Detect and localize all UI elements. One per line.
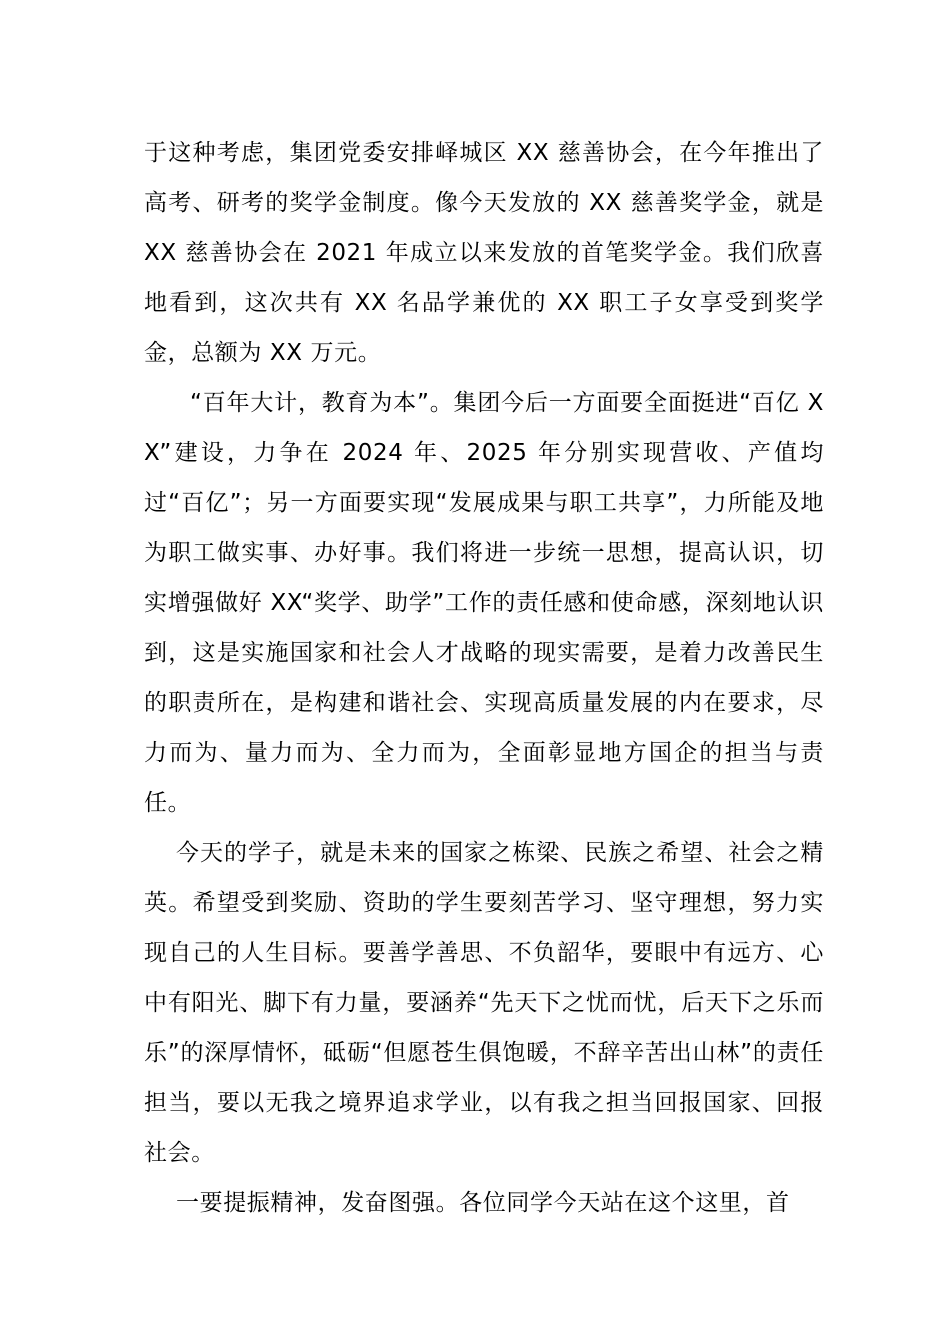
paragraph-2: “百年大计，教育为本”。集团今后一方面要全面挺进“百亿 XX”建设，力争在 2024 年、2025 年分别实现营收、产值均过“百亿”；另一方面要实现“发展成果与职工共享”，力所能及地为职工做实事、办好事。我们将进一步统一思想，提高认识，切实增强做好 XX“奖学、助学”工作的责任感和使命感，深刻地认识到，这是实施国家和社会人才战略的现实需要，是着力改善民生的职责所在，是构建和谐社会、实现高质量发展的内在要求，尽力而为、量力而为、全力而为，全面彰显地方国企的担当与责任。 (144, 390, 824, 816)
document-body (144, 128, 824, 1228)
paragraph-4: 一要提振精神，发奋图强。各位同学今天站在这个这里，首 (176, 1190, 790, 1216)
paragraph-1: 于这种考虑，集团党委安排峄城区 XX 慈善协会，在今年推出了高考、研考的奖学金制度。像今天发放的 XX 慈善奖学金，就是 XX 慈善协会在 2021 年成立以来发放的首笔奖学金。我们欣喜地看到，这次共有 XX 名品学兼优的 XX 职工子女享受到奖学金，总额为 XX 万元。 (144, 140, 824, 366)
paragraph-3: 今天的学子，就是未来的国家之栋梁、民族之希望、社会之精英。希望受到奖励、资助的学生要刻苦学习、坚守理想，努力实现自己的人生目标。要善学善思、不负韶华，要眼中有远方、心中有阳光、脚下有力量，要涵养“先天下之忧而忧，后天下之乐而乐”的深厚情怀，砥砺“但愿苍生俱饱暖，不辞辛苦出山林”的责任担当，要以无我之境界追求学业，以有我之担当回报国家、回报社会。 (144, 840, 824, 1166)
